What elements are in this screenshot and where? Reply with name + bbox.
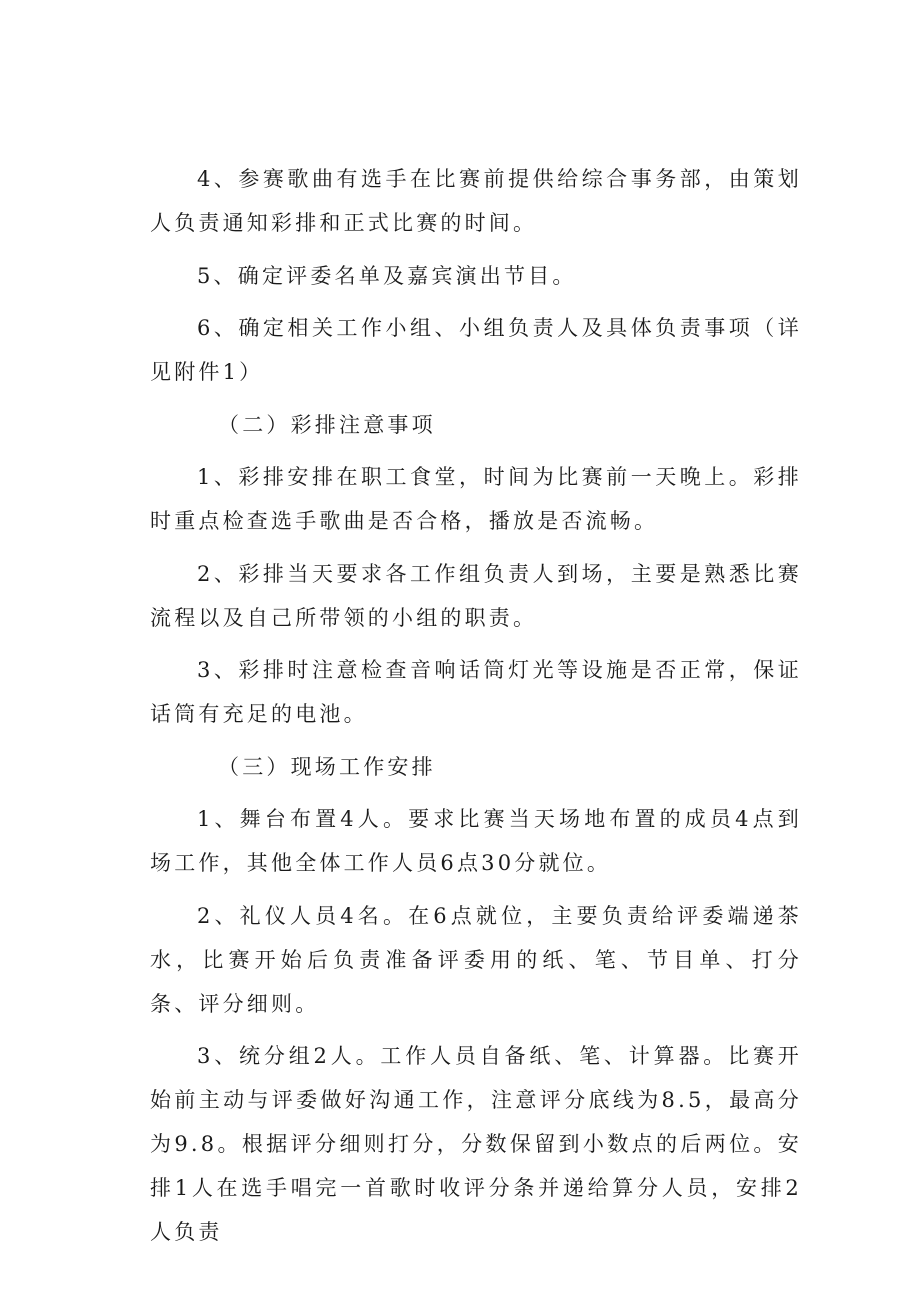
paragraph-scoring-group: 3、统分组2人。工作人员自备纸、笔、计算器。比赛开始前主动与评委做好沟通工作，注意评分底线为8.5，最高分为9.8。根据评分细则打分，分数保留到小数点的后两位。安排1人在选手唱完一首歌时收评分条并递给算分人员，安排2人负责 [150,1044,802,1244]
paragraph-rehearsal-location: 1、彩排安排在职工食堂，时间为比赛前一天晚上。彩排时重点检查选手歌曲是否合格，播放是否流畅。 [150,465,802,533]
paragraph-rehearsal-equipment: 3、彩排时注意检查音响话筒灯光等设施是否正常，保证话筒有充足的电池。 [150,658,802,726]
paragraph-rehearsal-leaders: 2、彩排当天要求各工作组负责人到场，主要是熟悉比赛流程以及自己所带领的小组的职责。 [150,561,802,630]
paragraph-stage-setup: 1、舞台布置4人。要求比赛当天场地布置的成员4点到场工作，其他全体工作人员6点30分就位。 [150,807,802,875]
paragraph-etiquette-staff: 2、礼仪人员4名。在6点就位，主要负责给评委端递茶水，比赛开始后负责准备评委用的纸、笔、节目单、打分条、评分细则。 [150,903,802,1016]
section-heading-rehearsal: （二）彩排注意事项 [218,412,436,437]
paragraph-song-submission: 4、参赛歌曲有选手在比赛前提供给综合事务部，由策划人负责通知彩排和正式比赛的时间。 [150,167,802,235]
document-body [150,157,802,1263]
paragraph-work-groups: 6、确定相关工作小组、小组负责人及具体负责事项（详见附件1） [150,316,802,384]
section-heading-onsite: （三）现场工作安排 [218,754,436,779]
paragraph-judges-list: 5、确定评委名单及嘉宾演出节目。 [197,263,577,288]
